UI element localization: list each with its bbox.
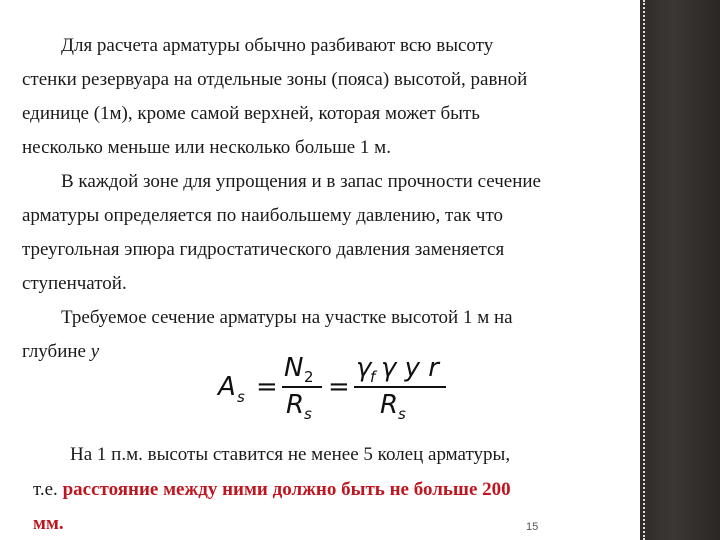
fraction-bar-1 <box>282 386 322 388</box>
formula-denominator-2: R <box>380 390 399 420</box>
formula-denominator-2-subscript: s <box>398 405 406 423</box>
formula-gamma-subscript: f <box>370 368 376 386</box>
paragraph-2-line-1: В каждой зоне для упрощения и в запас прочности сечение <box>61 171 541 192</box>
paragraph-2-line-3: треугольная эпюра гидростатического давления заменяется <box>22 239 505 260</box>
paragraph-4-line-1: На 1 п.м. высоты ставится не менее 5 колец арматуры, <box>70 444 511 465</box>
paragraph-1-line-2: стенки резервуара на отдельные зоны (пояса) высотой, равной <box>22 69 528 90</box>
formula-numerator-2-rest: γ y r <box>381 353 439 383</box>
page-number: 15 <box>526 521 539 533</box>
paragraph-2-line-4: ступенчатой. <box>22 273 127 294</box>
paragraph-3-line-2 <box>22 340 99 364</box>
paragraph-1-line-4: несколько меньше или несколько больше 1 м. <box>22 137 391 158</box>
formula-numerator-1-subscript: 2 <box>304 368 314 386</box>
formula-numerator-1: N <box>284 353 304 383</box>
decorative-sidebar <box>640 0 720 540</box>
paragraph-1-line-1: Для расчета арматуры обычно разбивают всю высоту <box>61 35 494 56</box>
paragraph-3-line-1: Требуемое сечение арматуры на участке высотой 1 м на <box>61 307 513 328</box>
fraction-bar-2 <box>354 386 446 388</box>
formula-equals-1: = <box>256 372 278 402</box>
highlighted-requirement: расстояние между ними должно быть не больше 200 <box>62 479 511 500</box>
paragraph-4-prefix: т.е. <box>33 479 63 500</box>
paragraph-4-line-2 <box>33 478 511 502</box>
paragraph-1-line-3: единице (1м), кроме самой верхней, которая может быть <box>22 103 480 124</box>
variable-y: y <box>90 341 100 362</box>
reinforcement-formula <box>218 350 468 430</box>
formula-denominator-1: R <box>286 390 305 420</box>
formula-lhs-subscript: s <box>237 388 245 406</box>
sidebar-divider <box>643 0 645 540</box>
formula-denominator-1-subscript: s <box>304 405 312 423</box>
formula-gamma: γ <box>356 353 372 383</box>
paragraph-2-line-2: арматуры определяется по наибольшему давлению, так что <box>22 205 504 226</box>
paragraph-3-prefix: глубине <box>22 341 91 362</box>
paragraph-4-line-3: мм. <box>33 513 64 534</box>
formula-equals-2: = <box>328 372 350 402</box>
formula-lhs: A <box>218 372 236 402</box>
